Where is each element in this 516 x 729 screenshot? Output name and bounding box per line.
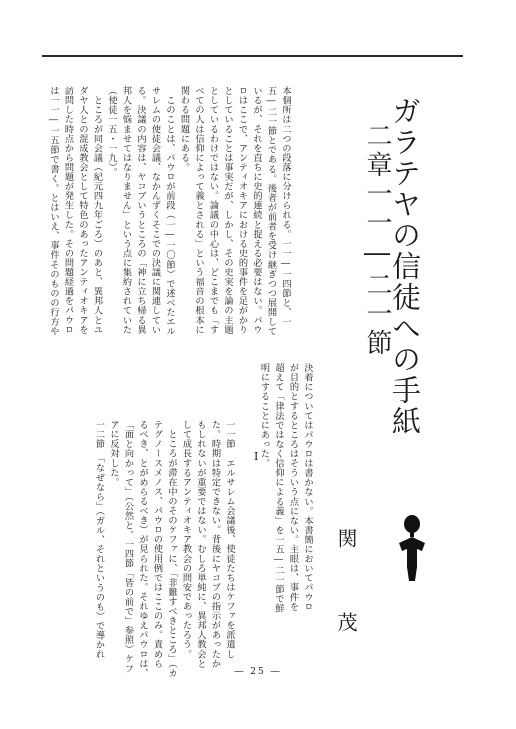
body-column-2 [228, 363, 314, 643]
author-name: 関 茂 [334, 528, 358, 654]
text-line: ところが滞在中のそのケファに、「非難すべきところ」（カ [166, 420, 177, 679]
text-line: としていることは事実だが、しかし、その史実を論の主題 [222, 86, 233, 335]
article-subtitle: 二章一一―二一節 [362, 122, 392, 358]
text-line: して成長するアンティオキア教会の問安であったろう。 [180, 420, 192, 659]
text-line: るべき、とがめらるべき）が見られた。それゆえパウロは、 [137, 420, 148, 678]
text-line: 訪問した時点から問題が発生した。その問題経過をパウロ [62, 86, 74, 335]
top-rule [42, 55, 463, 57]
body-column-3 [48, 420, 236, 679]
text-line: ロはここで、アンティオキアにおける史的事件を足がかり [236, 86, 248, 335]
text-line: （使徒一五・一九）。 [106, 86, 117, 177]
text-line: 本個所は二つの段落に分けられる。一一―一四節と、一 [280, 86, 291, 327]
text-line: が目的とするところはそういう点にない。主眼は、事件を [287, 363, 299, 612]
text-line: ところが同会議（紀元四九年ごろ）のあと、異邦人とユ [91, 86, 103, 335]
text-line: もしれないが重要ではない。むしろ単純に、異邦人教会と [195, 420, 206, 669]
text-line: テグノースメノス、パウロの使用例ではここのみ。責めら [151, 420, 163, 669]
body-column-1 [48, 86, 292, 406]
text-line: 一一節 エルサレム会議後、使徒たちはケファを派遣し [224, 420, 235, 659]
author-portrait [395, 511, 429, 585]
text-line: べての人は信仰によって義とされる」という福音の根本に [193, 86, 204, 335]
text-line: 決着についてはパウロは書かない。本書簡においてパウロ [302, 363, 313, 612]
section-mark: I [254, 450, 260, 463]
text-line: 明にすることにあった。 [258, 363, 270, 469]
article-title: ガラテヤの信徒への手紙 [388, 96, 422, 437]
text-line: このことは、パウロが前段（一―一〇節）で述べたエル [164, 86, 175, 337]
text-line: ダヤ人との混成教会として特色のあったアンティオキアを [77, 86, 88, 335]
text-line: た。時期は特定できない。背後にヤコブの指示があったか [209, 420, 221, 669]
text-line: 邦人を悩ませてはなりません」という点に集約されていた [120, 86, 132, 335]
text-line: としているわけではない。論議の中心は、どこまでも「す [207, 86, 219, 335]
text-line: アに反対した。 [108, 420, 119, 487]
text-line: 五―二一節とである。後者が前者を受け継ぎつつ展開して [265, 86, 277, 337]
text-line: いるが、それを直ちに史的連続と捉える必要はない。パウ [251, 86, 262, 335]
text-line: 関わる問題にある。 [178, 86, 190, 172]
text-line: る。決議の内容は、ヤコブいうところの「神に立ち帰る異 [135, 86, 146, 335]
text-line: は一一―一五節で書く。とはいえ、事件そのものの行方や [48, 86, 59, 337]
text-line: 超えて「律法ではなく信仰による義」を一五―二一節で鮮 [273, 363, 284, 614]
page-number: ― 25 ― [234, 667, 282, 677]
text-line: サレムの使徒会議、なかんずくそこでの決議に関連してい [149, 86, 161, 335]
text-line: 一二節 「なぜなら」（ガル、それというのも）で導かれ [93, 420, 105, 660]
text-line: 「面と向かって」（公然と。一四節「皆の前で」参照）ケフ [122, 420, 134, 674]
